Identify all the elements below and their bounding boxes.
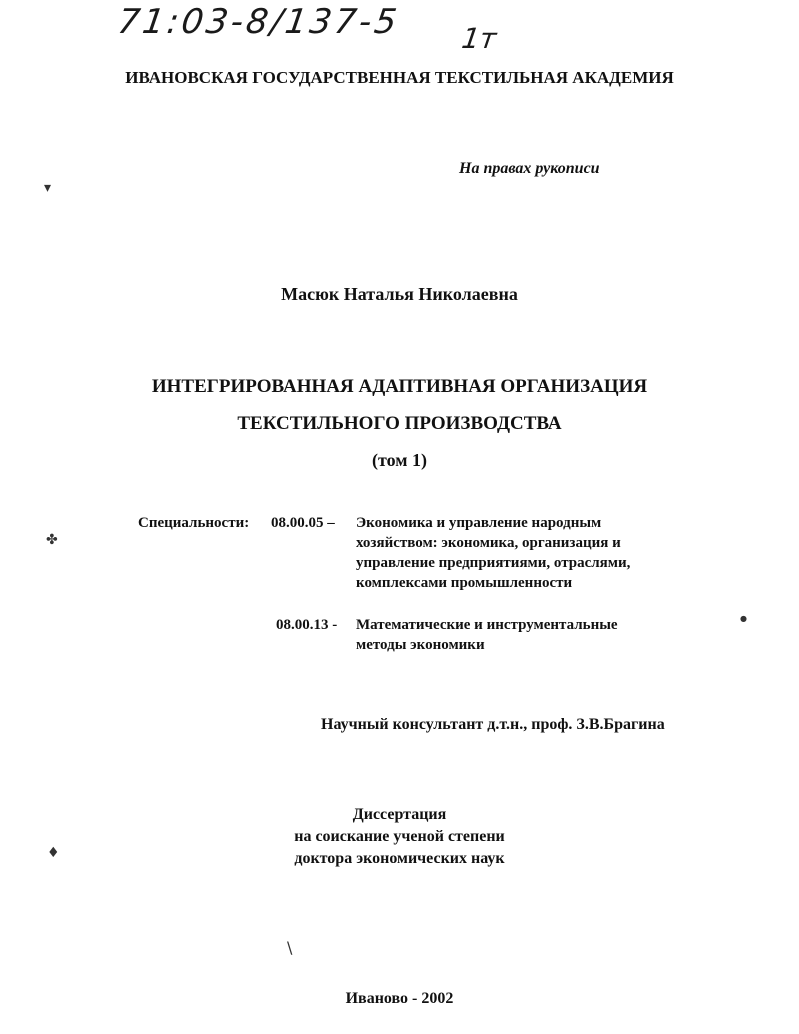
specialty-description-line: хозяйством: экономика, организация и <box>356 535 621 551</box>
specialty-code: 08.00.13 - <box>276 617 338 633</box>
title-line-1: ИНТЕГРИРОВАННАЯ АДАПТИВНАЯ ОРГАНИЗАЦИЯ <box>151 376 648 397</box>
scan-speck: ♦ <box>47 845 60 861</box>
institution-heading: ИВАНОВСКАЯ ГОСУДАРСТВЕННАЯ ТЕКСТИЛЬНАЯ АКАДЕМИЯ <box>125 68 674 87</box>
specialty-description-line: комплексами промышленности <box>356 575 573 591</box>
specialty-description-line: Экономика и управление народным <box>356 515 602 531</box>
title-line-2: ТЕКСТИЛЬНОГО ПРОИЗВОДСТВА <box>237 413 562 434</box>
author-name: Масюк Наталья Николаевна <box>281 284 518 304</box>
city-year: Иваново - 2002 <box>345 990 454 1007</box>
handwritten-catalog-code: 71:03-8/137-5 <box>115 2 402 42</box>
specialty-description-line: методы экономики <box>356 637 485 653</box>
scan-speck: \ <box>287 938 293 957</box>
scan-speck: ✤ <box>46 532 58 548</box>
volume-label: (том 1) <box>371 450 427 470</box>
scientific-consultant: Научный консультант д.т.н., проф. З.В.Брагина <box>321 716 665 733</box>
handwritten-volume-mark: 1т <box>459 22 499 55</box>
manuscript-note: На правах рукописи <box>459 160 600 177</box>
specialty-description-line: Математические и инструментальные <box>356 617 618 633</box>
dissertation-line-1: Диссертация <box>352 806 447 823</box>
dissertation-line-3: доктора экономических наук <box>294 850 505 867</box>
scan-speck: ▾ <box>44 180 52 196</box>
specialties-label: Специальности: <box>138 515 250 531</box>
specialty-code: 08.00.05 – <box>271 515 335 531</box>
specialty-description-line: управление предприятиями, отраслями, <box>356 555 631 571</box>
scan-speck: ● <box>740 614 747 623</box>
dissertation-line-2: на соискание ученой степени <box>294 828 505 845</box>
